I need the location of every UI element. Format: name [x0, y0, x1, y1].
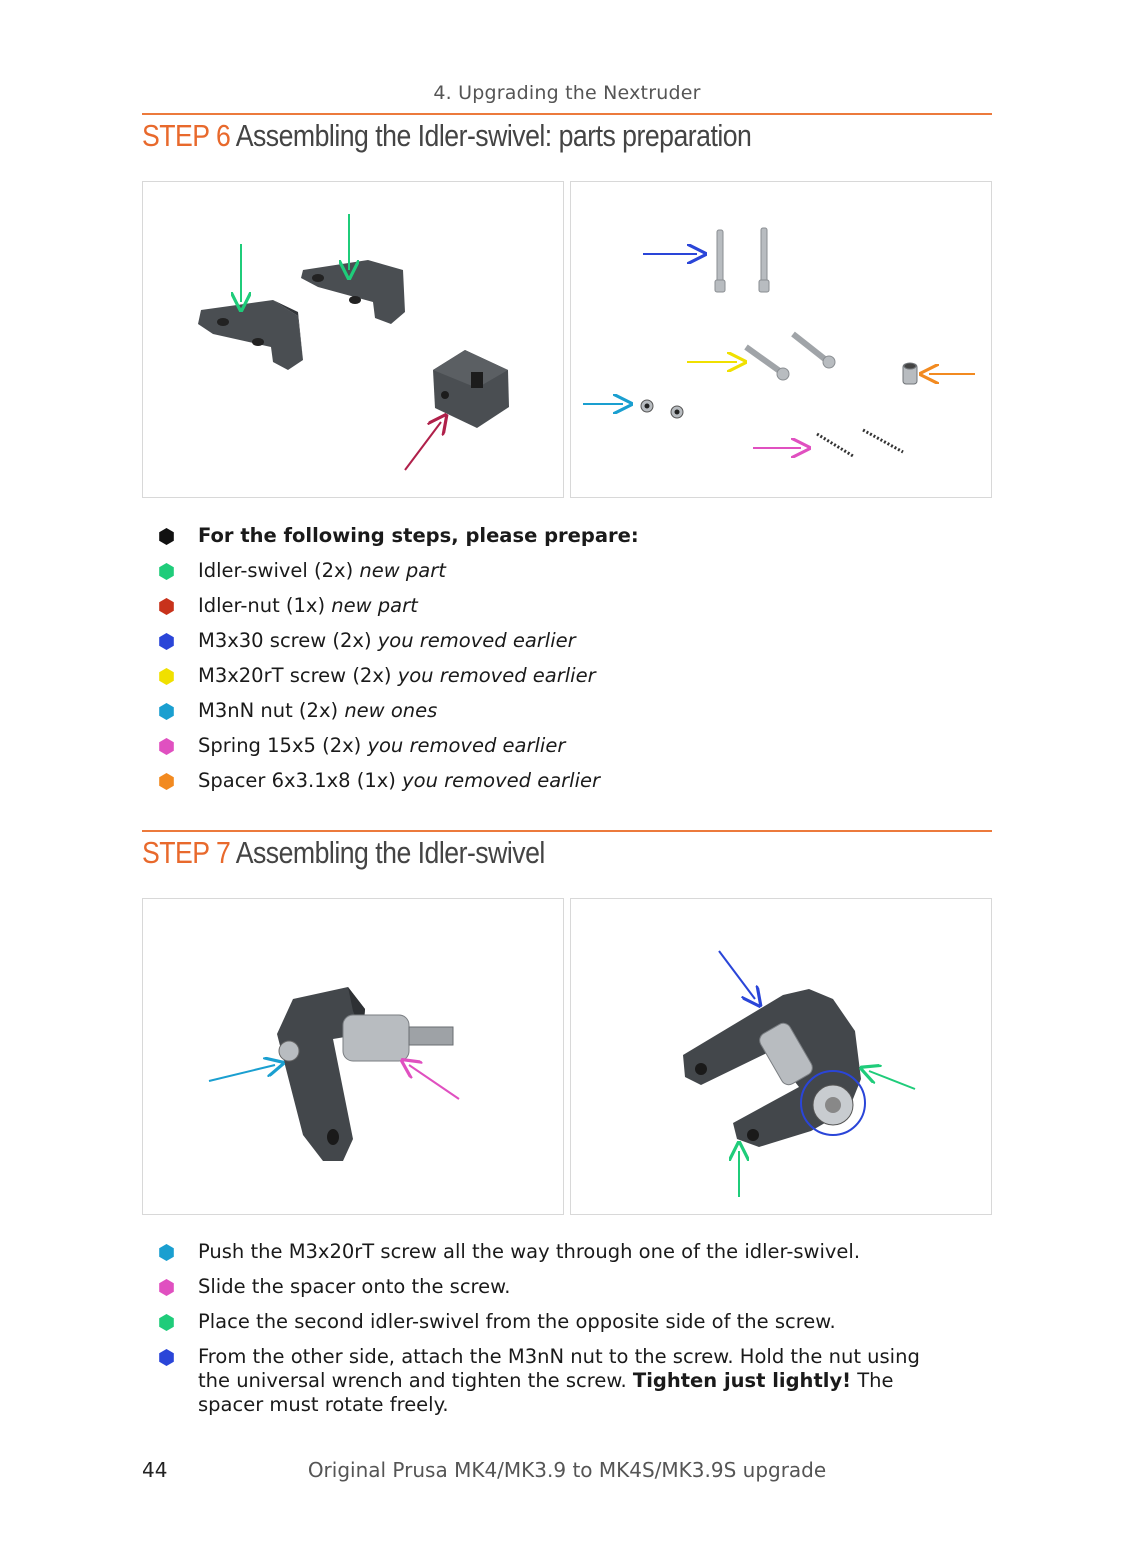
step-7-heading [142, 835, 545, 871]
green-arrow [869, 1071, 915, 1089]
m3x30-screws [715, 228, 769, 292]
list-item: Idler-swivel (2x) new part [158, 559, 958, 583]
spacer [903, 363, 917, 384]
hex-bullet-icon [158, 738, 175, 755]
step-6-photo-printed-parts [142, 181, 564, 498]
red-arrow [405, 422, 441, 470]
springs [817, 430, 903, 456]
list-item: Spacer 6x3.1x8 (1x) you removed earlier [158, 769, 958, 793]
assembled-idler-swivel [683, 989, 861, 1147]
m3nn-nuts [641, 400, 683, 418]
list-item: Place the second idler-swivel from the opposite side of the screw. [158, 1310, 958, 1334]
footer-title: Original Prusa MK4/MK3.9 to MK4S/MK3.9S upgrade [307, 1458, 827, 1482]
step-6-parts-list [158, 524, 958, 793]
step-6-heading [142, 118, 751, 154]
list-item: M3nN nut (2x) new ones [158, 699, 958, 723]
cyan-arrow [209, 1065, 275, 1081]
step-7-photo-assembled [570, 898, 992, 1215]
step-7-title: Assembling the Idler-swivel [235, 835, 545, 870]
step-6-title: Assembling the Idler-swivel: parts preparation [235, 118, 752, 153]
hex-bullet-icon [158, 703, 175, 720]
hex-bullet-icon [158, 773, 175, 790]
hex-bullet-icon [158, 633, 175, 650]
step-6-label: STEP 6 [142, 118, 231, 153]
step-6-photo-hardware [570, 181, 992, 498]
step-7-instructions [158, 1240, 958, 1417]
step-7-label: STEP 7 [142, 835, 231, 870]
hex-bullet-icon [158, 563, 175, 580]
page-number: 44 [142, 1458, 168, 1482]
list-item: Spring 15x5 (2x) you removed earlier [158, 734, 958, 758]
divider [142, 830, 992, 832]
list-item: Idler-nut (1x) new part [158, 594, 958, 618]
blue-arrow [719, 951, 755, 999]
list-item: Slide the spacer onto the screw. [158, 1275, 958, 1299]
hex-bullet-icon [158, 1279, 175, 1296]
idler-swivel-part [277, 987, 365, 1161]
hex-bullet-icon [158, 1314, 175, 1331]
idler-swivel-part [301, 260, 405, 324]
list-item: M3x20rT screw (2x) you removed earlier [158, 664, 958, 688]
idler-nut-part [433, 350, 509, 428]
pink-arrow [409, 1065, 459, 1099]
chapter-title: 4. Upgrading the Nextruder [433, 82, 701, 104]
list-item: From the other side, attach the M3nN nut to the screw. Hold the nut using the universal wrench and tighten the screw. Tighten just lightly! The spacer must rotate freely. [158, 1345, 938, 1417]
hex-bullet-icon [158, 668, 175, 685]
spacer-part [343, 1015, 453, 1061]
hex-bullet-icon [158, 598, 175, 615]
hex-bullet-icon [158, 1244, 175, 1261]
divider [142, 113, 992, 115]
list-item: For the following steps, please prepare: [158, 524, 958, 548]
list-item: M3x30 screw (2x) you removed earlier [158, 629, 958, 653]
m3x20rt-screws [746, 334, 835, 380]
hex-bullet-icon [158, 1349, 175, 1366]
step-7-photo-screw-spacer [142, 898, 564, 1215]
list-item: Push the M3x20rT screw all the way through one of the idler-swivel. [158, 1240, 958, 1264]
hex-bullet-icon [158, 528, 175, 545]
idler-swivel-part [198, 300, 303, 370]
